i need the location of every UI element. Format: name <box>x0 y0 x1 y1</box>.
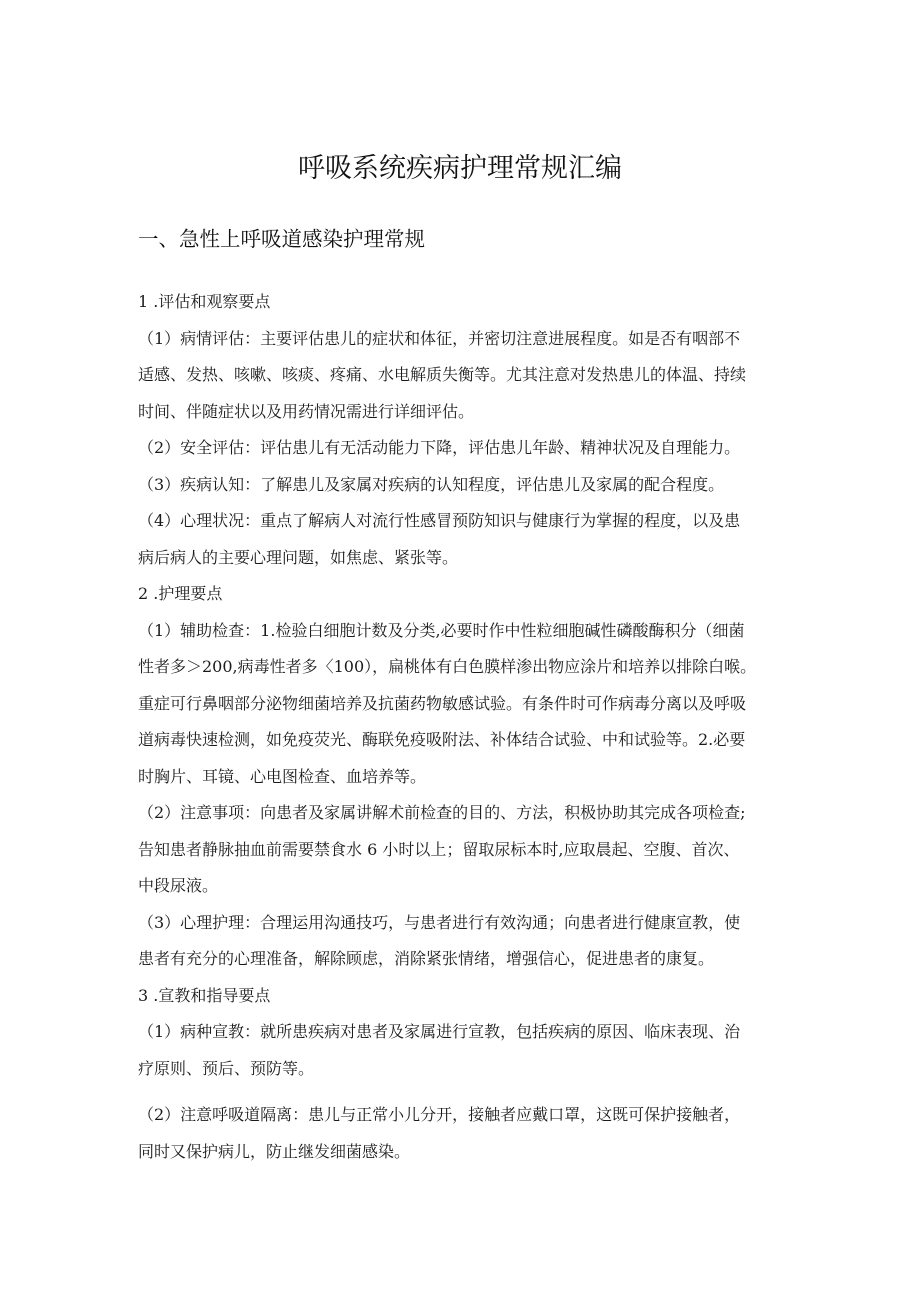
paragraph-line: 时间、伴随症状以及用药情况需进行详细评估。 <box>138 401 475 421</box>
sub-heading-education: 3 .宣教和指导要点 <box>138 985 271 1005</box>
paragraph-line: 性者多＞200,病毒性者多〈100），扁桃体有白色膜样渗出物应涂片和培养以排除白喉。 <box>138 657 757 676</box>
paragraph-line: 告知患者静脉抽血前需要禁食水 6 小时以上；留取尿标本时,应取晨起、空腹、首次、 <box>138 839 740 859</box>
document-title: 呼吸系统疾病护理常规汇编 <box>298 153 622 184</box>
paragraph-gap <box>138 1087 798 1097</box>
sub-heading-nursing: 2 .护理要点 <box>138 584 223 603</box>
paragraph-line: （1）病情评估：主要评估患儿的症状和体征，并密切注意进展程度。如是否有咽部不 <box>138 328 741 348</box>
paragraph-line: 重症可行鼻咽部分泌物细菌培养及抗菌药物敏感试验。有条件时可作病毒分离以及呼吸 <box>138 693 747 713</box>
paragraph-line: （2）注意事项：向患者及家属讲解术前检查的目的、方法，积极协助其完成各项检查; <box>138 803 746 822</box>
paragraph-line: （2）安全评估：评估患儿有无活动能力下降，评估患儿年龄、精神状况及自理能力。 <box>138 438 741 457</box>
sub-heading-assessment: 1 .评估和观察要点 <box>138 292 271 311</box>
paragraph-line: （1）病种宣教：就所患疾病对患者及家属进行宣教，包括疾病的原因、临床表现、治 <box>138 1022 741 1041</box>
section-heading: 一、急性上呼吸道感染护理常规 <box>138 227 425 251</box>
paragraph-line: 同时又保护病儿，防止继发细菌感染。 <box>138 1141 411 1161</box>
paragraph-line: 患者有充分的心理准备，解除顾虑，消除紧张情绪，增强信心，促进患者的康复。 <box>138 949 715 968</box>
document-body <box>138 284 798 1170</box>
paragraph-line: （2）注意呼吸道隔离：患儿与正常小儿分开，接触者应戴口罩，这既可保护接触者， <box>138 1105 741 1124</box>
paragraph-line: （1）辅助检查：1.检验白细胞计数及分类,必要时作中性粒细胞碱性磷酸酶积分（细菌 <box>138 620 745 640</box>
paragraph-line: 疗原则、预后、预防等。 <box>138 1058 315 1078</box>
paragraph-line: （4）心理状况：重点了解病人对流行性感冒预防知识与健康行为掌握的程度，以及患 <box>138 511 741 530</box>
paragraph-line: （3）疾病认知：了解患儿及家属对疾病的认知程度，评估患儿及家属的配合程度。 <box>138 474 725 494</box>
paragraph-line: （3）心理护理：合理运用沟通技巧，与患者进行有效沟通；向患者进行健康宣教，使 <box>138 912 741 932</box>
paragraph-line: 中段尿液。 <box>138 876 219 895</box>
paragraph-line: 时胸片、耳镜、心电图检查、血培养等。 <box>138 766 427 786</box>
paragraph-line: 病后病人的主要心理问题，如焦虑、紧张等。 <box>138 547 459 567</box>
paragraph-line: 适感、发热、咳嗽、咳痰、疼痛、水电解质失衡等。尤其注意对发热患儿的体温、持续 <box>138 365 747 384</box>
paragraph-line: 道病毒快速检测，如免疫荧光、酶联免疫吸附法、补体结合试验、中和试验等。2.必要 <box>138 730 746 749</box>
